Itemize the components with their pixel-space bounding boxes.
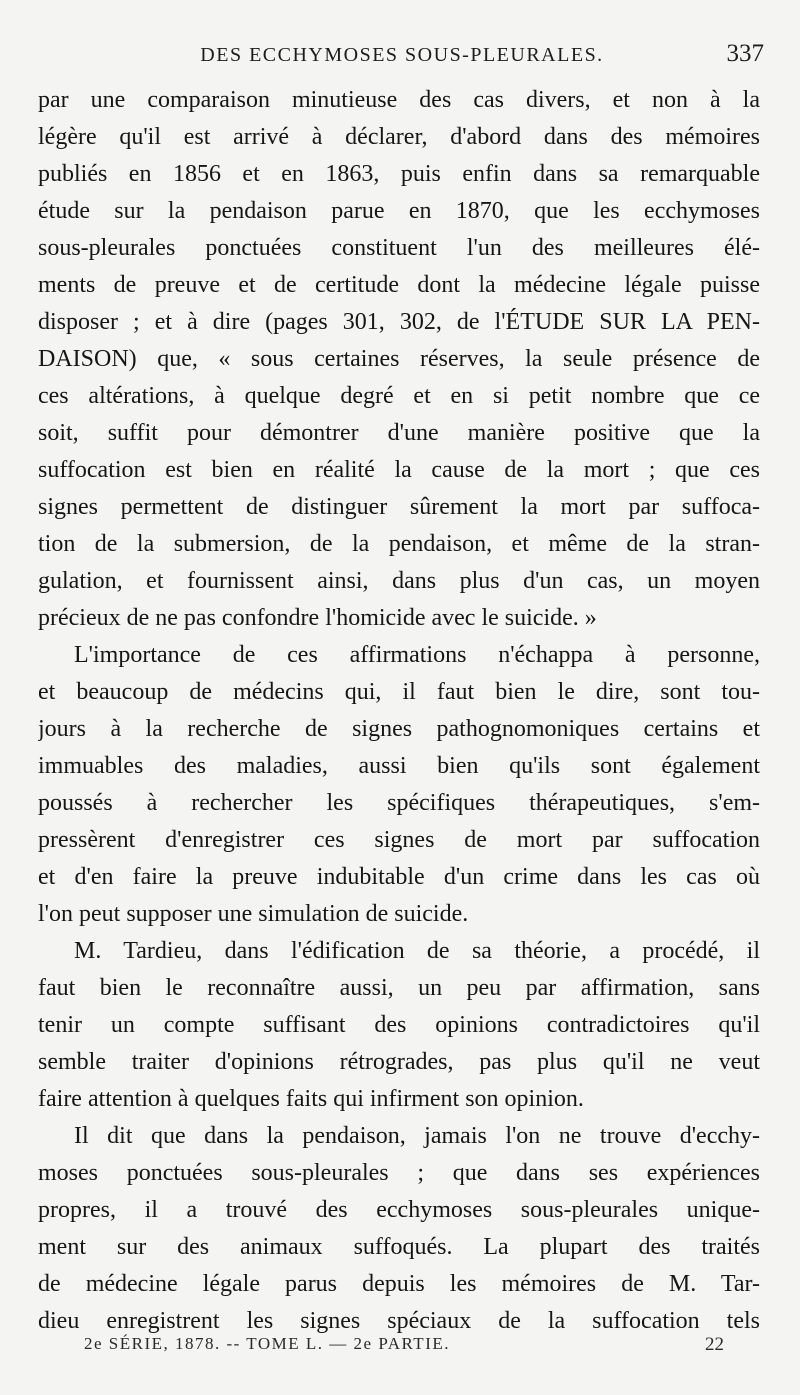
text-line: jours à la recherche de signes pathognomoniques certains et [38, 716, 760, 742]
text-line: poussés à rechercher les spécifiques thérapeutiques, s'em- [38, 790, 760, 816]
series-line: 2e SÉRIE, 1878. -- TOME L. — 2e PARTIE. [84, 1334, 450, 1353]
text-line: et d'en faire la preuve indubitable d'un crime dans les cas où [38, 864, 760, 890]
paragraph-first-line: L'importance de ces affirmations n'échappa à personne, [74, 642, 760, 668]
text-line: précieux de ne pas confondre l'homicide avec le suicide. » [38, 605, 597, 631]
text-line: disposer ; et à dire (pages 301, 302, de l'ÉTUDE SUR LA PEN- [38, 309, 760, 335]
page-header [38, 38, 766, 78]
text-line: légère qu'il est arrivé à déclarer, d'abord dans des mémoires [38, 124, 760, 150]
text-line: suffocation est bien en réalité la cause de la mort ; que ces [38, 457, 760, 483]
signature-mark: 22 [705, 1334, 724, 1355]
text-line: gulation, et fournissent ainsi, dans plus d'un cas, un moyen [38, 568, 760, 594]
running-title: DES ECCHYMOSES SOUS-PLEURALES. [200, 44, 604, 66]
paragraph-first-line: M. Tardieu, dans l'édification de sa théorie, a procédé, il [74, 938, 760, 964]
text-line: moses ponctuées sous-pleurales ; que dans ses expériences [38, 1160, 760, 1186]
body-text [38, 82, 760, 1340]
text-line: tion de la submersion, de la pendaison, et même de la stran- [38, 531, 760, 557]
text-line: soit, suffit pour démontrer d'une manière positive que la [38, 420, 760, 446]
text-line: ces altérations, à quelque degré et en si petit nombre que ce [38, 383, 760, 409]
text-line: publiés en 1856 et en 1863, puis enfin dans sa remarquable [38, 161, 760, 187]
text-line: immuables des maladies, aussi bien qu'ils sont également [38, 753, 760, 779]
text-line: l'on peut supposer une simulation de suicide. [38, 901, 469, 927]
text-line: par une comparaison minutieuse des cas divers, et non à la [38, 87, 760, 113]
page-number: 337 [726, 40, 764, 67]
text-line: dieu enregistrent les signes spéciaux de la suffocation tels [38, 1308, 760, 1334]
text-line: signes permettent de distinguer sûrement la mort par suffoca- [38, 494, 760, 520]
text-line: pressèrent d'enregistrer ces signes de mort par suffocation [38, 827, 760, 853]
text-line: semble traiter d'opinions rétrogrades, pas plus qu'il ne veut [38, 1049, 760, 1075]
page-footer [84, 1334, 724, 1364]
text-line: sous-pleurales ponctuées constituent l'un des meilleures élé- [38, 235, 760, 261]
text-line: DAISON) que, « sous certaines réserves, la seule présence de [38, 346, 760, 372]
text-line: faut bien le reconnaître aussi, un peu par affirmation, sans [38, 975, 760, 1001]
text-line: étude sur la pendaison parue en 1870, que les ecchymoses [38, 198, 760, 224]
text-line: faire attention à quelques faits qui infirment son opinion. [38, 1086, 584, 1112]
text-line: et beaucoup de médecins qui, il faut bien le dire, sont tou- [38, 679, 760, 705]
text-line: tenir un compte suffisant des opinions contradictoires qu'il [38, 1012, 760, 1038]
text-line: ment sur des animaux suffoqués. La plupart des traités [38, 1234, 760, 1260]
paragraph-first-line: Il dit que dans la pendaison, jamais l'on ne trouve d'ecchy- [74, 1123, 760, 1149]
text-line: de médecine légale parus depuis les mémoires de M. Tar- [38, 1271, 760, 1297]
text-line: propres, il a trouvé des ecchymoses sous-pleurales unique- [38, 1197, 760, 1223]
text-line: ments de preuve et de certitude dont la médecine légale puisse [38, 272, 760, 298]
